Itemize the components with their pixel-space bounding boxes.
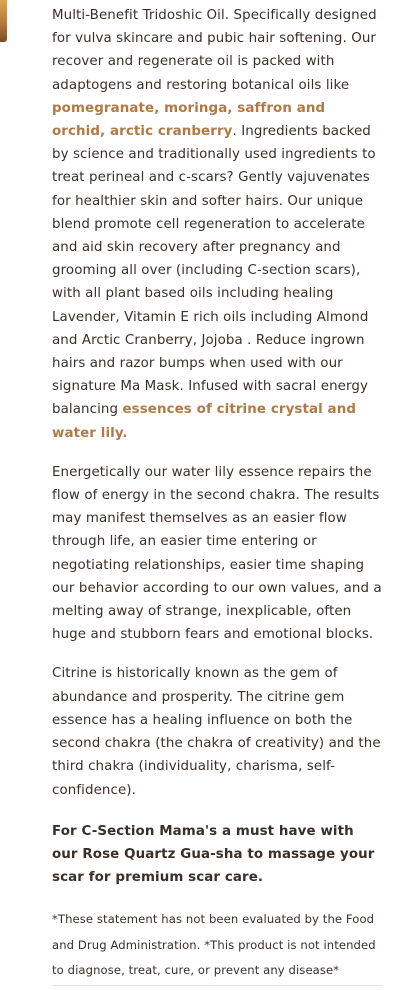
section-divider — [52, 985, 382, 986]
description-paragraph-c-section: For C-Section Mama's a must have with our Rose Quartz Gua-sha to massage your scar for premium scar care. — [52, 823, 375, 886]
description-paragraph-water-lily: Energetically our water lily essence repairs the flow of energy in the second chakra. The results may manifest themselves as an easier flow through life, an easier time entering or negotiating relationships, easier time shaping our behavior according to our own values, and a melting away of strange, inexplicable, often huge and stubborn fears and emotional blocks. — [52, 464, 382, 643]
intro-text-1: Multi-Benefit Tridoshic Oil. Specifically designed for vulva skincare and pubic hair softening. Our recover and regenerate oil is packed with adaptogens and restoring botanical oils like — [52, 8, 377, 93]
highlight-essences: essences of citrine crystal and water lily. — [52, 402, 357, 441]
description-paragraph-intro — [52, 4, 382, 445]
fda-disclaimer: *These statement has not been evaluated by the Food and Drug Administration. *This product is not intended to diagnose, treat, cure, or prevent any disease* — [52, 912, 376, 978]
description-paragraph-citrine: Citrine is historically known as the gem of abundance and prosperity. The citrine gem essence has a healing influence on both the second chakra (the chakra of creativity) and the third chakra (individuality, charisma, self-confidence). — [52, 666, 381, 798]
product-description — [52, 4, 382, 984]
product-thumbnail-edge[interactable] — [0, 0, 7, 42]
intro-text-2: . Ingredients backed by science and traditionally used ingredients to treat perineal and c-scars? Gently vajuvenates for healthier skin and softer hairs. Our unique blend promote cell regeneration to accelerate and aid skin recovery after pregnancy and grooming all over (including C-section scars), with all plant based oils including healing Lavender, Vitamin E rich oils including Almond and Arctic Cranberry, Jojoba . Reduce ingrown hairs and razor bumps when used with our signature Ma Mask. Infused with sacral energy balancing — [52, 124, 376, 418]
highlight-ingredients: pomegranate, moringa, saffron and orchid, arctic cranberry — [52, 100, 326, 140]
